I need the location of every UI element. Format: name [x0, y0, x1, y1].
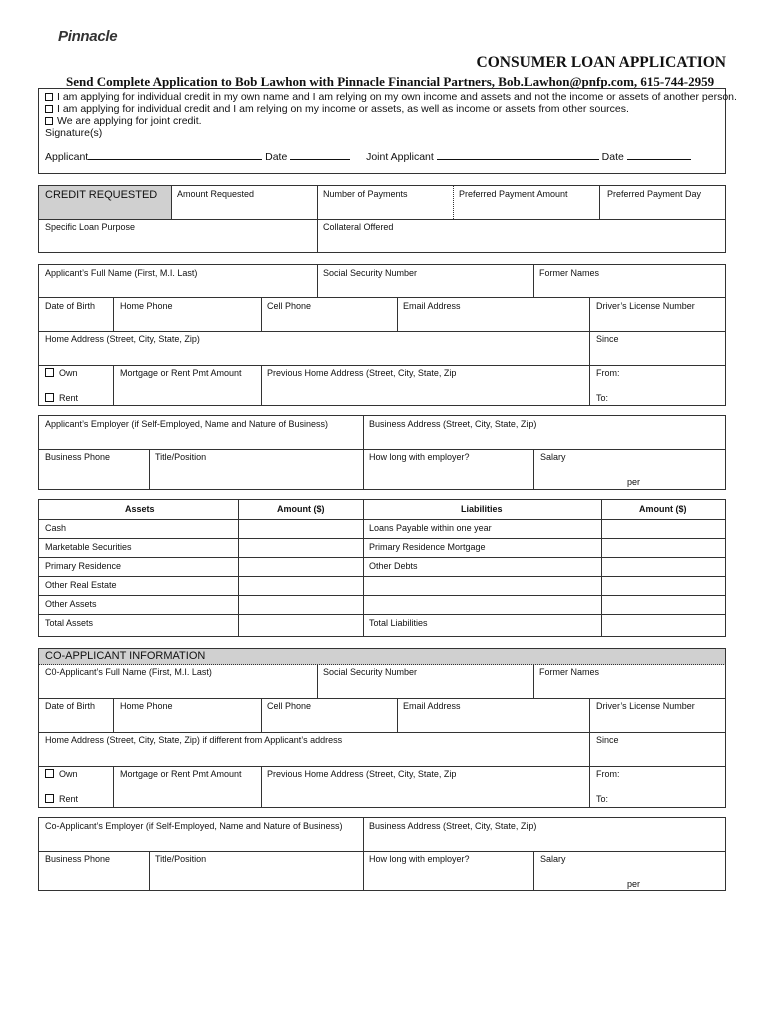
applicant-employer-section	[38, 415, 726, 490]
amount-requested-field[interactable]: Amount Requested	[177, 189, 255, 199]
coapplicant-own-checkbox[interactable]	[45, 769, 54, 778]
checkbox-individual-own[interactable]	[45, 93, 53, 101]
applicant-business-phone-field[interactable]: Business Phone	[45, 452, 111, 462]
applicant-type-section	[38, 88, 737, 174]
applicant-employer-field[interactable]: Applicant’s Employer (if Self-Employed, Name and Nature of Business)	[45, 419, 328, 429]
coapplicant-salary-per-label: per	[627, 879, 641, 889]
applicant-home-phone-field[interactable]: Home Phone	[120, 301, 173, 311]
coapplicant-home-phone-field[interactable]: Home Phone	[120, 701, 173, 711]
coapplicant-to-field[interactable]: To:	[596, 794, 609, 804]
coapplicant-own-label: Own	[59, 769, 78, 779]
applicant-business-address-field[interactable]: Business Address (Street, City, State, Zip)	[369, 419, 537, 429]
number-of-payments-field[interactable]: Number of Payments	[323, 189, 408, 199]
coapplicant-how-long-field[interactable]: How long with employer?	[369, 854, 470, 864]
applicant-email-field[interactable]: Email Address	[403, 301, 461, 311]
coapplicant-dob-field[interactable]: Date of Birth	[45, 701, 96, 711]
asset-row-securities[interactable]: Marketable Securities	[45, 542, 132, 552]
applicant-salary-field[interactable]: Salary	[540, 452, 566, 462]
coapplicant-home-address-field[interactable]: Home Address (Street, City, State, Zip) if different from Applicant’s address	[45, 735, 343, 745]
preferred-payment-amount-field[interactable]: Preferred Payment Amount	[459, 189, 568, 199]
applicant-former-names-field[interactable]: Former Names	[539, 268, 600, 278]
coapplicant-business-address-field[interactable]: Business Address (Street, City, State, Zip)	[369, 821, 537, 831]
coapplicant-rent-option[interactable]	[45, 794, 78, 804]
applicant-section	[38, 264, 726, 406]
joint-applicant-label: Joint Applicant	[366, 151, 434, 163]
applicant-how-long-field[interactable]: How long with employer?	[369, 452, 470, 462]
coapplicant-former-names-field[interactable]: Former Names	[539, 667, 600, 677]
applicant-date-field[interactable]	[290, 150, 350, 160]
applicant-salary-per-label: per	[627, 477, 641, 487]
collateral-field[interactable]: Collateral Offered	[323, 222, 394, 232]
credit-requested-header: CREDIT REQUESTED	[45, 189, 158, 201]
checkbox-individual-other[interactable]	[45, 105, 53, 113]
applicant-dob-field[interactable]: Date of Birth	[45, 301, 96, 311]
signatures-label: Signature(s)	[45, 127, 103, 139]
coapplicant-employer-field[interactable]: Co-Applicant’s Employer (if Self-Employed, Name and Nature of Business)	[45, 821, 343, 831]
coapplicant-email-field[interactable]: Email Address	[403, 701, 461, 711]
applicant-own-checkbox[interactable]	[45, 368, 54, 377]
liability-row-mortgage[interactable]: Primary Residence Mortgage	[369, 542, 486, 552]
coapplicant-rent-checkbox[interactable]	[45, 794, 54, 803]
applicant-from-field[interactable]: From:	[596, 368, 620, 378]
liability-row-loans[interactable]: Loans Payable within one year	[369, 523, 492, 533]
asset-row-other-real-estate[interactable]: Other Real Estate	[45, 580, 117, 590]
loan-purpose-field[interactable]: Specific Loan Purpose	[45, 222, 136, 232]
applicant-rent-label: Rent	[59, 393, 79, 403]
credit-requested-section	[38, 185, 726, 253]
liabilities-amount-header: Amount ($)	[639, 504, 687, 514]
joint-applicant-signature-field[interactable]	[437, 150, 599, 160]
applicant-license-field[interactable]: Driver’s License Number	[596, 301, 695, 311]
applicant-title-field[interactable]: Title/Position	[155, 452, 207, 462]
applicant-prev-address-field[interactable]: Previous Home Address (Street, City, State, Zip	[267, 368, 457, 378]
coapplicant-license-field[interactable]: Driver’s License Number	[596, 701, 695, 711]
joint-date-label: Date	[601, 151, 624, 163]
form-subtitle: Send Complete Application to Bob Lawhon with Pinnacle Financial Partners, Bob.Lawhon@pnfp.com, 615-744-2959	[66, 74, 715, 89]
joint-date-field[interactable]	[627, 150, 691, 160]
coapplicant-business-phone-field[interactable]: Business Phone	[45, 854, 111, 864]
applicant-own-label: Own	[59, 368, 78, 378]
coapplicant-section	[38, 664, 726, 808]
coapplicant-salary-field[interactable]: Salary	[540, 854, 566, 864]
coapplicant-header: CO-APPLICANT INFORMATION	[45, 650, 206, 662]
form-title: CONSUMER LOAN APPLICATION	[476, 54, 726, 71]
option-individual-own	[45, 91, 737, 103]
coapplicant-employer-section	[38, 817, 726, 891]
asset-row-primary-residence[interactable]: Primary Residence	[45, 561, 122, 571]
assets-header: Assets	[125, 504, 155, 514]
coapplicant-from-field[interactable]: From:	[596, 769, 620, 779]
applicant-ssn-field[interactable]: Social Security Number	[323, 268, 418, 278]
coapplicant-title-field[interactable]: Title/Position	[155, 854, 207, 864]
liability-row-other-debts[interactable]: Other Debts	[369, 561, 418, 571]
coapplicant-since-field[interactable]: Since	[596, 735, 619, 745]
asset-row-total[interactable]: Total Assets	[45, 618, 94, 628]
assets-liabilities-table	[38, 499, 726, 637]
assets-amount-header: Amount ($)	[277, 504, 325, 514]
signature-row	[45, 150, 691, 163]
pinnacle-logo: Pinnacle	[58, 28, 118, 45]
applicant-to-field[interactable]: To:	[596, 393, 609, 403]
option-individual-other-label: I am applying for individual credit and I am relying on my income or assets, as well as income or assets from other sources.	[57, 103, 629, 115]
applicant-signature-field[interactable]	[88, 150, 262, 160]
preferred-payment-day-field[interactable]: Preferred Payment Day	[607, 189, 702, 199]
coapplicant-mortgage-field[interactable]: Mortgage or Rent Pmt Amount	[120, 769, 242, 779]
checkbox-joint[interactable]	[45, 117, 53, 125]
asset-row-cash[interactable]: Cash	[45, 523, 67, 533]
applicant-full-name-field[interactable]: Applicant’s Full Name (First, M.I. Last)	[45, 268, 198, 278]
applicant-own-option[interactable]	[45, 368, 78, 378]
liabilities-header: Liabilities	[461, 504, 503, 514]
coapplicant-own-option[interactable]	[45, 769, 78, 779]
liability-row-total[interactable]: Total Liabilities	[369, 618, 428, 628]
applicant-mortgage-field[interactable]: Mortgage or Rent Pmt Amount	[120, 368, 242, 378]
option-individual-other	[45, 103, 629, 115]
coapplicant-cell-phone-field[interactable]: Cell Phone	[267, 701, 312, 711]
applicant-home-address-field[interactable]: Home Address (Street, City, State, Zip)	[45, 334, 200, 344]
option-joint	[45, 115, 202, 127]
date-label: Date	[265, 151, 288, 163]
option-joint-label: We are applying for joint credit.	[57, 115, 202, 127]
applicant-since-field[interactable]: Since	[596, 334, 619, 344]
applicant-rent-option[interactable]	[45, 393, 78, 403]
coapplicant-ssn-field[interactable]: Social Security Number	[323, 667, 418, 677]
asset-row-other-assets[interactable]: Other Assets	[45, 599, 97, 609]
coapplicant-rent-label: Rent	[59, 794, 79, 804]
applicant-rent-checkbox[interactable]	[45, 393, 54, 402]
applicant-cell-phone-field[interactable]: Cell Phone	[267, 301, 312, 311]
option-individual-own-label: I am applying for individual credit in my own name and I am relying on my own income and assets and not the income or assets of another person.	[57, 91, 737, 103]
coapplicant-prev-address-field[interactable]: Previous Home Address (Street, City, State, Zip	[267, 769, 457, 779]
applicant-label: Applicant	[45, 151, 89, 163]
coapplicant-full-name-field[interactable]: C0-Applicant’s Full Name (First, M.I. Last)	[45, 667, 212, 677]
coapplicant-header-bar	[38, 648, 726, 665]
